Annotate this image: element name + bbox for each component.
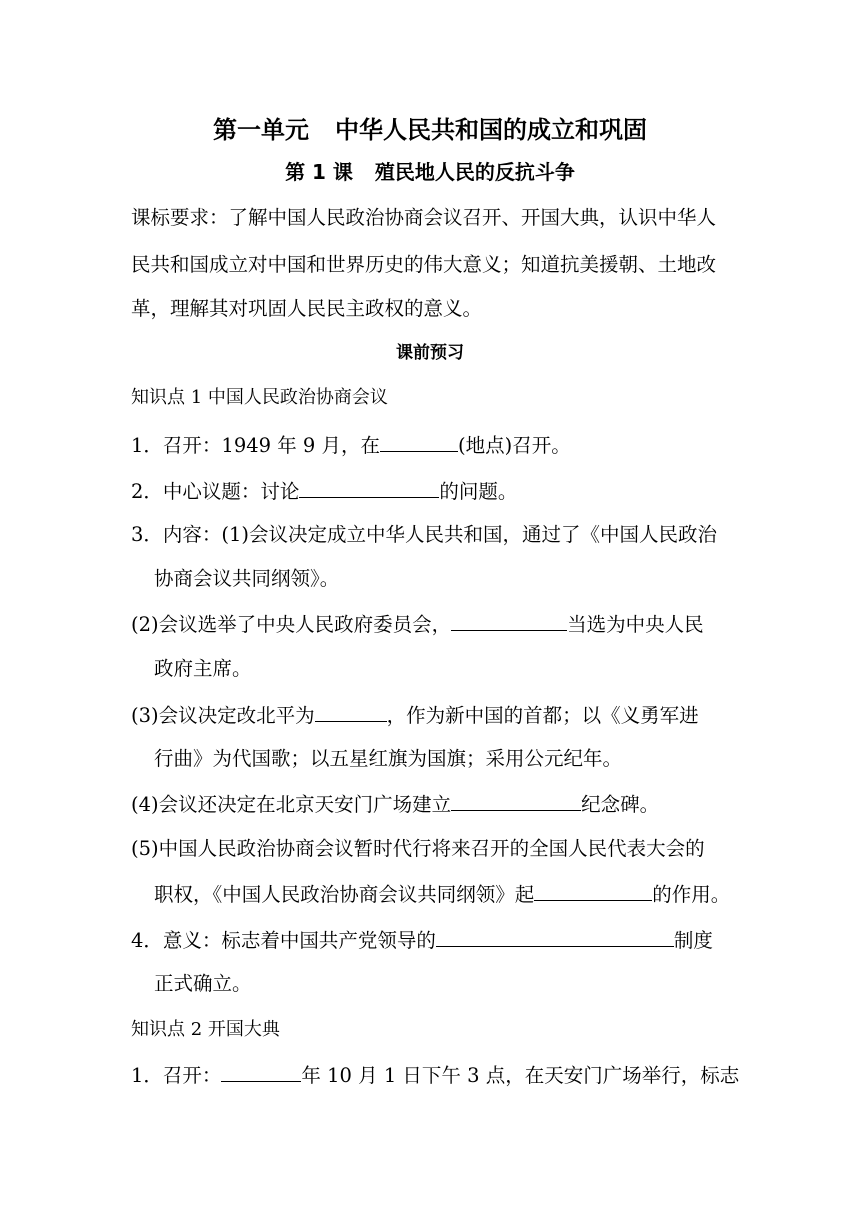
kp2-title: 知识点 2 开国大典 <box>131 1019 280 1040</box>
fill-blank[interactable] <box>451 792 581 811</box>
kp1-sub3: (3)会议决定改北平为 ，作为新中国的首都；以《义勇军进 <box>131 704 699 727</box>
kp1-sub2-line2: 政府主席。 <box>154 657 252 680</box>
lesson-name: 殖民地人民的反抗斗争 <box>374 160 575 184</box>
kp1-item3-line2: 协商会议共同纲领》。 <box>154 567 340 590</box>
fill-blank[interactable] <box>534 882 652 901</box>
section-heading: 课前预习 <box>396 343 464 363</box>
requirements-line-3: 革，理解其对巩固人民民主政权的意义。 <box>131 297 483 320</box>
lesson-number: 第 1 课 <box>285 160 353 184</box>
requirements-line-1: 课标要求：了解中国人民政治协商会议召开、开国大典，认识中华人 <box>131 206 717 229</box>
requirements-line-2: 民共和国成立对中国和世界历史的伟大意义；知道抗美援朝、土地改 <box>131 253 717 276</box>
kp1-title: 知识点 1 中国人民政治协商会议 <box>131 387 388 408</box>
lesson-title <box>0 159 860 185</box>
kp1-item4-line2: 正式确立。 <box>154 972 252 995</box>
unit-name: 中华人民共和国的成立和巩固 <box>335 116 647 144</box>
kp1-item4: 4．意义：标志着中国共产党领导的 制度 <box>131 929 713 952</box>
kp2-item1: 1．召开： 年 10 月 1 日下午 3 点，在天安门广场举行，标志 <box>131 1064 740 1087</box>
kp1-item2: 2．中心议题：讨论 的问题。 <box>131 480 518 503</box>
fill-blank[interactable] <box>315 703 387 722</box>
unit-number: 第一单元 <box>213 116 309 144</box>
kp1-sub3-line2: 行曲》为代国歌；以五星红旗为国旗；采用公元纪年。 <box>154 747 623 770</box>
fill-blank[interactable] <box>451 612 567 631</box>
kp1-sub2: (2)会议选举了中央人民政府委员会， 当选为中央人民 <box>131 613 704 636</box>
unit-title <box>0 115 860 145</box>
fill-blank[interactable] <box>380 433 458 452</box>
kp1-sub4: (4)会议还决定在北京天安门广场建立 纪念碑。 <box>131 793 660 816</box>
kp1-sub5-line2: 职权，《中国人民政治协商会议共同纲领》起 的作用。 <box>154 883 731 906</box>
fill-blank[interactable] <box>436 928 674 947</box>
fill-blank[interactable] <box>299 479 439 498</box>
kp1-item3-line1: 3．内容：(1)会议决定成立中华人民共和国，通过了《中国人民政治 <box>131 523 718 546</box>
kp1-sub5-line1: (5)中国人民政治协商会议暂时代行将来召开的全国人民代表大会的 <box>131 837 705 860</box>
kp1-item1: 1．召开：1949 年 9 月，在 (地点)召开。 <box>131 434 571 457</box>
fill-blank[interactable] <box>221 1063 301 1082</box>
